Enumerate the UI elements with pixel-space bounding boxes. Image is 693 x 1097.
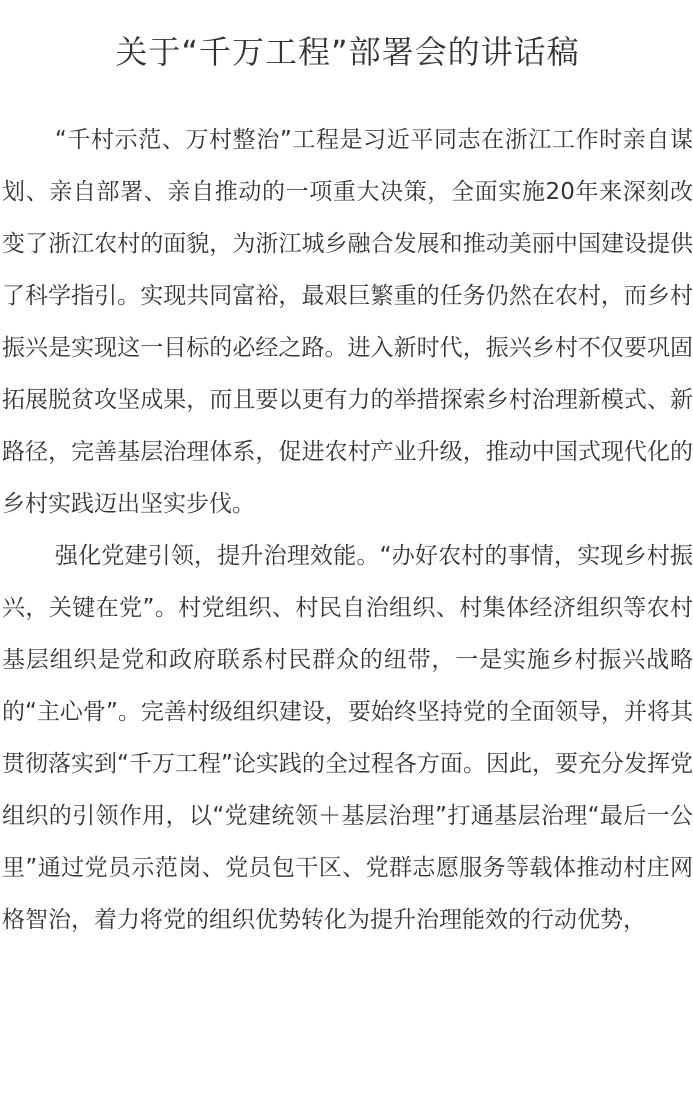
document-title: 关于“千万工程”部署会的讲话稿: [115, 33, 580, 71]
body-paragraph-1: “千村示范、万村整治”工程是习近平同志在浙江工作时亲自谋划、亲自部署、亲自推动的一项重大决策，全面实施20年来深刻改变了浙江农村的面貌，为浙江城乡融合发展和推动美丽中国建设提供了科学指引。实现共同富裕，最艰巨繁重的任务仍然在农村，而乡村振兴是实现这一目标的必经之路。进入新时代，振兴乡村不仅要巩固拓展脱贫攻坚成果，而且要以更有力的举措探索乡村治理新模式、新路径，完善基层治理体系，促进农村产业升级，推动中国式现代化的乡村实践迈出坚实步伐。: [2, 127, 693, 517]
body-paragraph-2: 强化党建引领，提升治理效能。“办好农村的事情，实现乡村振兴，关键在党”。村党组织、村民自治组织、村集体经济组织等农村基层组织是党和政府联系村民群众的纽带，一是实施乡村振兴战略的“主心骨”。完善村级组织建设，要始终坚持党的全面领导，并将其贯彻落实到“千万工程”论实践的全过程各方面。因此，要充分发挥党组织的引领作用，以“党建统领＋基层治理”打通基层治理“最后一公里”通过党员示范岗、党员包干区、党群志愿服务等载体推动村庄网格智治，着力将党的组织优势转化为提升治理能效的行动优势，: [2, 543, 693, 933]
